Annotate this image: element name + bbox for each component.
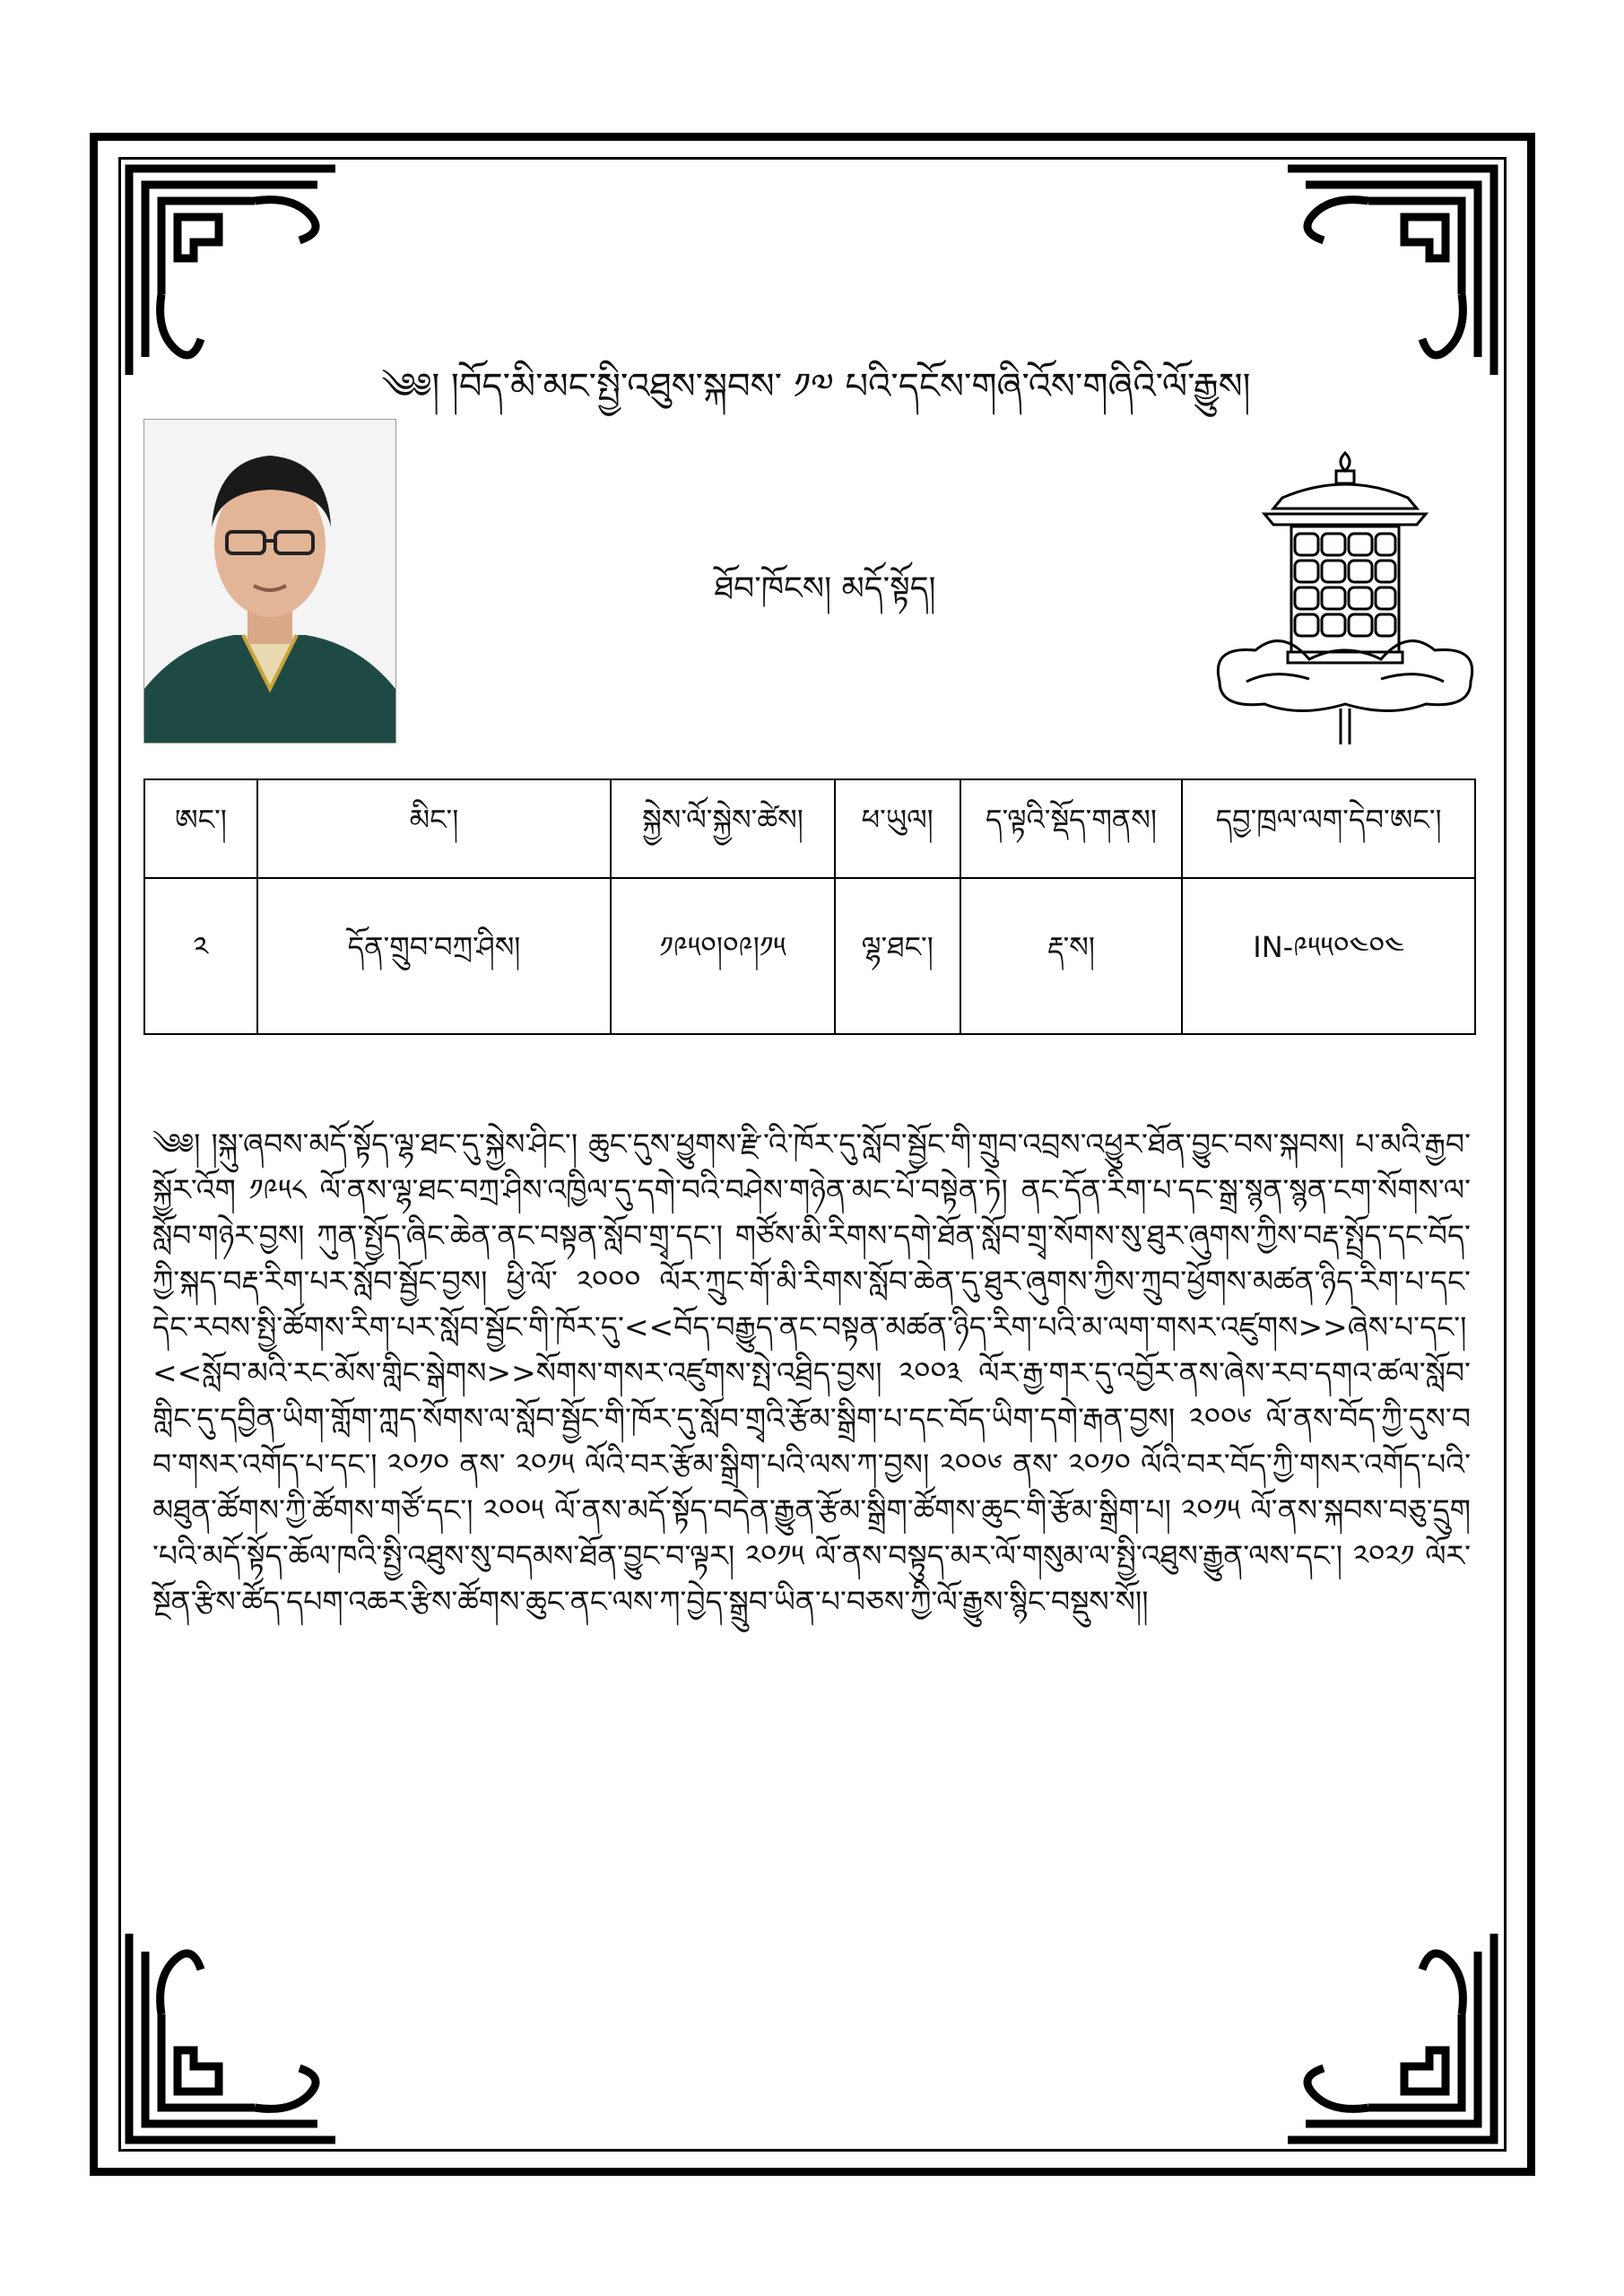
constituency-label: ཐོབ་ཁོངས། མདོ་སྟོད། [714,570,936,607]
column-header: ཕ་ཡུལ། [835,779,960,878]
native-place: ལྷ་ཐང་། [835,878,960,1034]
corner-ornament-icon [1279,1925,1503,2149]
biography-text: ༄༅། །སྐུ་ཞབས་མདོ་སྟོད་ལྷ་ཐང་དུ་སྐྱེས་ཤིང་། ཆུང་དུས་ཕྱུགས་རྫི་འི་ཁོར་དུ་སློབ་སྦྱོང་གི་གྲུབ་འབྲས་འཕྱུར་ཐོན་བྱུང་བས་སྐབས། པ་མའི་རྒྱབ་སྐྱོར་འོག ༡༩༥༨ ལོ་ནས་ལྷ་ཐང་བཀྲ་ཤིས་འཁྱིལ་དུ་དགེ་བའི་བཤེས་གཉེན་མང་པོ་བསྟེན་ཏེ། ནང་དོན་རིག་པ་དང་སྒྲ་སྙན་སྙན་ངག་སོགས་ལ་སློབ་གཉེར་བྱས། ཀུན་སྤྱོད་ཞིང་ཆེན་ནང་བསྟན་སློབ་གྲྭ་དང་། གཙོས་མི་རིགས་དགེ་ཐོན་སློབ་གྲྭ་སོགས་སུ་ཐུར་ཞུགས་ཀྱིས་བརྡ་སྤྲོད་དང་བོད་ཀྱི་སྐད་བརྡ་རིག་པར་སློབ་སྦྱོང་བྱས། ཕྱི་ལོ་ ༢༠༠༠ ལོར་ཀྲུང་གོ་མི་རིགས་སློབ་ཆེན་དུ་ཐུར་ཞུགས་ཀྱིས་ཀྲུབ་ཕྱོགས་མཚན་ཉིད་རིག་པ་དང་དེང་རབས་སྤྱི་ཚོགས་རིག་པར་སློབ་སྦྱོང་གི་ཁོར་དུ་<<བོད་བརྒྱུད་ནང་བསྟན་མཚན་ཉིད་རིག་པའི་མ་ལག་གསར་འཛུགས>>ཞེས་པ་དང་། <<སློབ་མའི་རང་མོས་གླིང་སྒེགས>>སོགས་གསར་འཛུགས་སྤེ་འཐྲིད་བྱས། ༢༠༠༣ ལོར་རྒྱ་གར་དུ་འབྱོར་ནས་ཞེས་རབ་དགའ་ཚལ་སློབ་གླིང་དུ་དབྱིན་ཡིག་གློག་ཀླད་སོགས་ལ་སློབ་སྦྱོང་གི་ཁོར་དུ་སློབ་གྲྭའི་རྩོམ་སྒྲིག་པ་དང་བོད་ཡིག་དགེ་རྒན་བྱས། ༢༠༠༦ ལོ་ནས་བོད་ཀྱི་དུས་བབ་གསར་འགོད་པ་དང་། ༢༠༡༠ ནས་ ༢༠༡༥ ལོའི་བར་རྩོམ་སྒྲིག་པའི་ལས་ཀ་བྱས། ༢༠༠༦ ནས་ ༢༠༡༠ ལོའི་བར་བོད་ཀྱི་གསར་འགོད་པའི་མཐུན་ཚོགས་ཀྱི་ཚོགས་གཙོ་དང་། ༢༠༠༥ ལོ་ནས་མདོ་སྟོད་བདེན་རྒྱུན་རྩོམ་སྒྲིག་ཚོགས་ཆུང་གི་རྩོམ་སྒྲིག་པ། ༢༠༡༥ ལོ་ནས་སྐབས་བཅུ་དྲུག་པའི་མདོ་སྟོད་ཆོལ་ཁའི་སྤྱི་འཐུས་སུ་བདམས་ཐོན་བྱུང་བ་ལྟར། ༢༠༡༥ ལོ་ནས་བསྟུད་མར་ལོ་གསུམ་ལ་སྤྱི་འཐུས་རྒྱུན་ལས་དང་། ༢༠༢༡ ལོར་སྔོན་རྩིས་ཚོད་དཔག་འཆར་རྩིས་ཚོགས་ཆུང་ནང་ལས་ཀ་བྱེད་སྒྲུབ་ཡིན་པ་བཅས་ཀྱི་ལོ་རྒྱུས་སྙིང་བསྡུས་སོ།། [152,1126,1471,1619]
corner-ornament-icon [120,1925,344,2149]
column-header: དབྱ་ཁྲལ་ལག་དེབ་ཨང་། [1182,779,1475,878]
candidate-info-table [143,778,1476,1035]
column-header: ད་ལྟའི་སྡོད་གནས། [960,779,1183,878]
corner-ornament-icon [1279,160,1503,384]
page-title: ༄༅། །བོད་མི་མང་སྤྱི་འཐུས་སྐབས་ ༡༧ པའི་དངོས་གཞི་འོས་གཞིའི་ལོ་རྒྱུས། [381,366,1251,407]
table-header-row [144,779,1475,878]
person-portrait-icon [144,420,395,743]
current-residence: རྡ་ས། [960,878,1183,1034]
candidate-photo [143,419,396,744]
table-row [144,878,1475,1034]
candidate-name: དོན་གྲུབ་བཀྲ་ཤིས། [257,878,611,1034]
column-header: ཨང་། [144,779,257,878]
corner-ornament-icon [120,160,344,384]
row-number: ༢ [144,878,257,1034]
birth-date: ༡༩༥༠།༠༩།༡༥ [611,878,835,1034]
dharma-wheel-icon [1202,444,1489,749]
column-header: སྐྱེས་ལོ་སྐྱེས་ཚེས། [611,779,835,878]
column-header: མིང་། [257,779,611,878]
green-book-number: IN-༩༥༥༠༤༠༤ [1182,878,1475,1034]
